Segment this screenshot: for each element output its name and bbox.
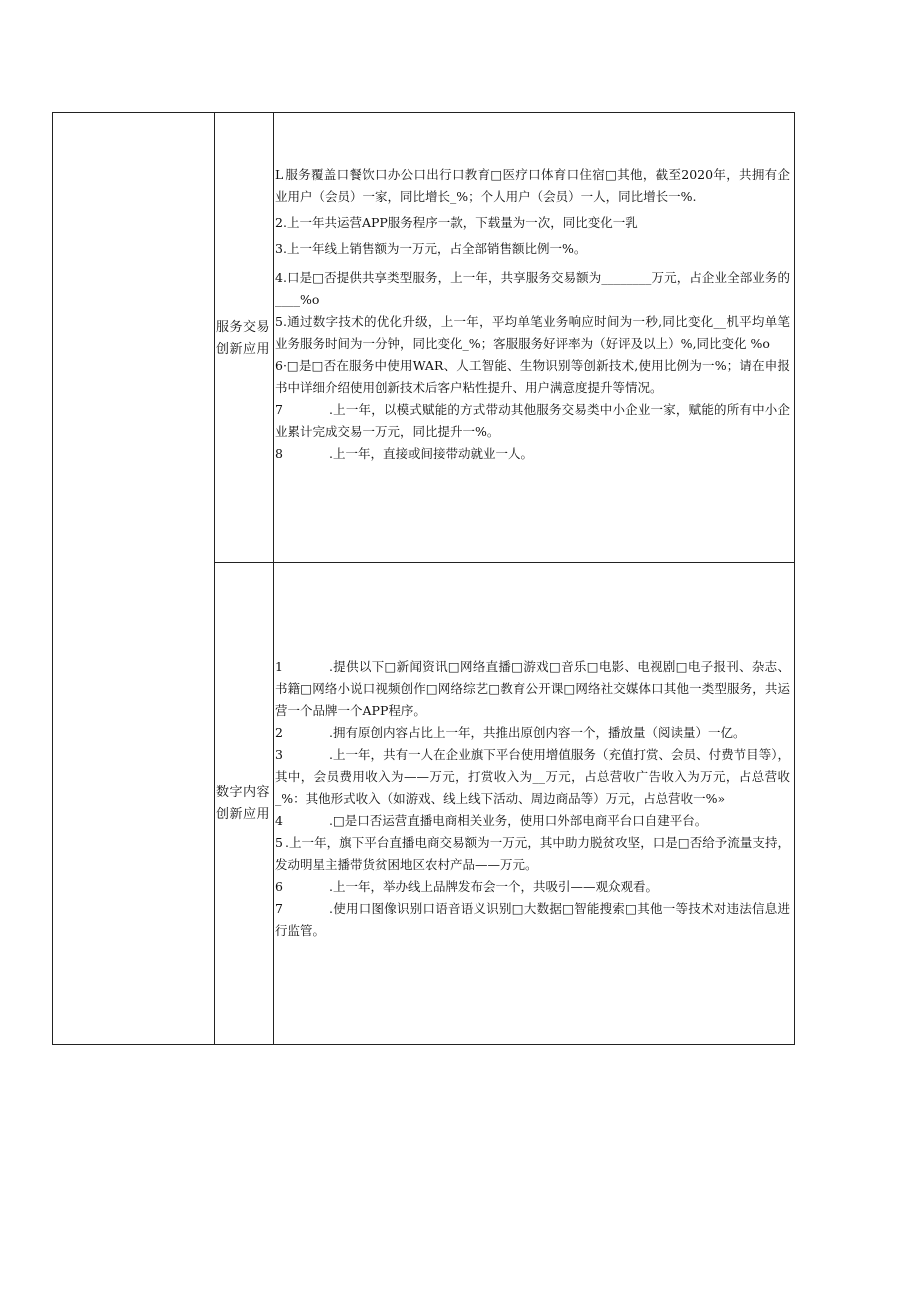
list-item [275,355,790,399]
item-number: 6·□ [275,358,299,373]
list-item [275,810,790,832]
item-number: L [275,167,284,182]
category-label-line: 创新应用 [216,807,271,822]
list-item [275,744,790,810]
item-text: .上一年，共有一人在企业旗下平台使用增值服务（充值打赏、会员、付费节目等），其中，会员费用收入为——万元，打赏收入为__万元，占总营收广告收入为万元，占总营收_%：其他形式收入（如游戏、线上线下活动、周边商品等）万元，占总营收一%» [275,747,790,806]
item-text: .使用口图像识别口语音语义识别□大数据□智能搜索□其他一等技术对违法信息进行监管。 [275,901,790,938]
category-label-service [215,317,273,361]
list-item [275,164,790,208]
list-item [275,443,790,465]
table-row-divider [214,562,794,563]
item-text: .上一年，举办线上品牌发布会一个，共吸引——观众观看。 [329,879,658,894]
item-text: .□是口否运营直播电商相关业务，使用口外部电商平台口自建平台。 [329,813,708,828]
category-label-digital [215,782,273,826]
item-number: 4. [275,270,287,285]
list-item [275,311,790,355]
item-number: 7 [275,901,283,916]
list-item [275,898,790,942]
category-label-line: 创新应用 [216,342,271,357]
table-column-divider [273,113,274,1044]
item-text: .上一年，旗下平台直播电商交易额为一万元，其中助力脱贫攻坚，口是□否给予流量支持，发动明星主播带货贫困地区农村产品——万元。 [275,835,790,872]
item-text: 是□否在服务中使用WAR、人工智能、生物识别等创新技术,使用比例为一%；请在申报书中详细介绍使用创新技术后客户粘性提升、用户满意度提升等情况。 [275,358,790,395]
item-text: .上一年，以模式赋能的方式带动其他服务交易类中小企业一家，赋能的所有中小企业累计完成交易一万元，同比提升一%。 [275,402,790,439]
item-text: 上一年线上销售额为一万元，占全部销售额比例一%。 [286,241,587,256]
list-item [275,238,790,260]
item-text: 服务覆盖口餐饮口办公口出行口教育□医疗口体育口住宿□其他，截至2020年，共拥有企业用户（会员）一家，同比增长_%；个人用户（会员）一人，同比增长一%. [275,167,790,204]
application-form-table [52,112,795,1045]
category-label-line: 服务交易 [216,320,271,335]
list-item [275,722,790,744]
list-item [275,267,790,311]
item-number: 2. [275,215,287,230]
item-number: 8 [275,446,283,461]
table-column-divider [214,113,215,1044]
item-text: 上一年共运营APP服务程序一款，下载量为一次，同比变化一乳 [286,215,638,230]
item-number: 3 [275,747,283,762]
digital-section-content [275,656,790,942]
list-item [275,876,790,898]
item-number: 7 [275,402,283,417]
item-text: .提供以下□新闻资讯□网络直播□游戏□音乐□电影、电视剧□电子报刊、杂志、书籍□网络小说口视频创作□网络综艺□教育公开课□网络社交媒体口其他一类型服务，共运营一个品牌一个APP程序。 [275,659,790,718]
item-text: .上一年，直接或间接带动就业一人。 [329,446,533,461]
list-item [275,832,790,876]
item-number: 5 [275,835,283,850]
item-number: 4 [275,813,283,828]
category-label-line: 数字内容 [216,785,271,800]
list-item [275,656,790,722]
item-number: 2 [275,725,283,740]
item-number: 1 [275,659,283,674]
list-item [275,212,790,234]
item-number: 3. [275,241,287,256]
service-section-content [275,164,790,465]
item-number: 6 [275,879,283,894]
item-text: 通过数字技术的优化升级，上一年，平均单笔业务响应时间为一秒,同比变化__机平均单笔业务服务时间为一分钟，同比变化_%；客服服务好评率为（好评及以上）%,同比变化 %o [275,314,790,351]
item-text: .拥有原创内容占比上一年，共推出原创内容一个，播放量（阅读量）一亿。 [329,725,746,740]
item-text: 口是□否提供共享类型服务，上一年，共享服务交易额为________万元，占企业全部业务的____%o [275,270,790,307]
item-number: 5. [275,314,287,329]
list-item [275,399,790,443]
